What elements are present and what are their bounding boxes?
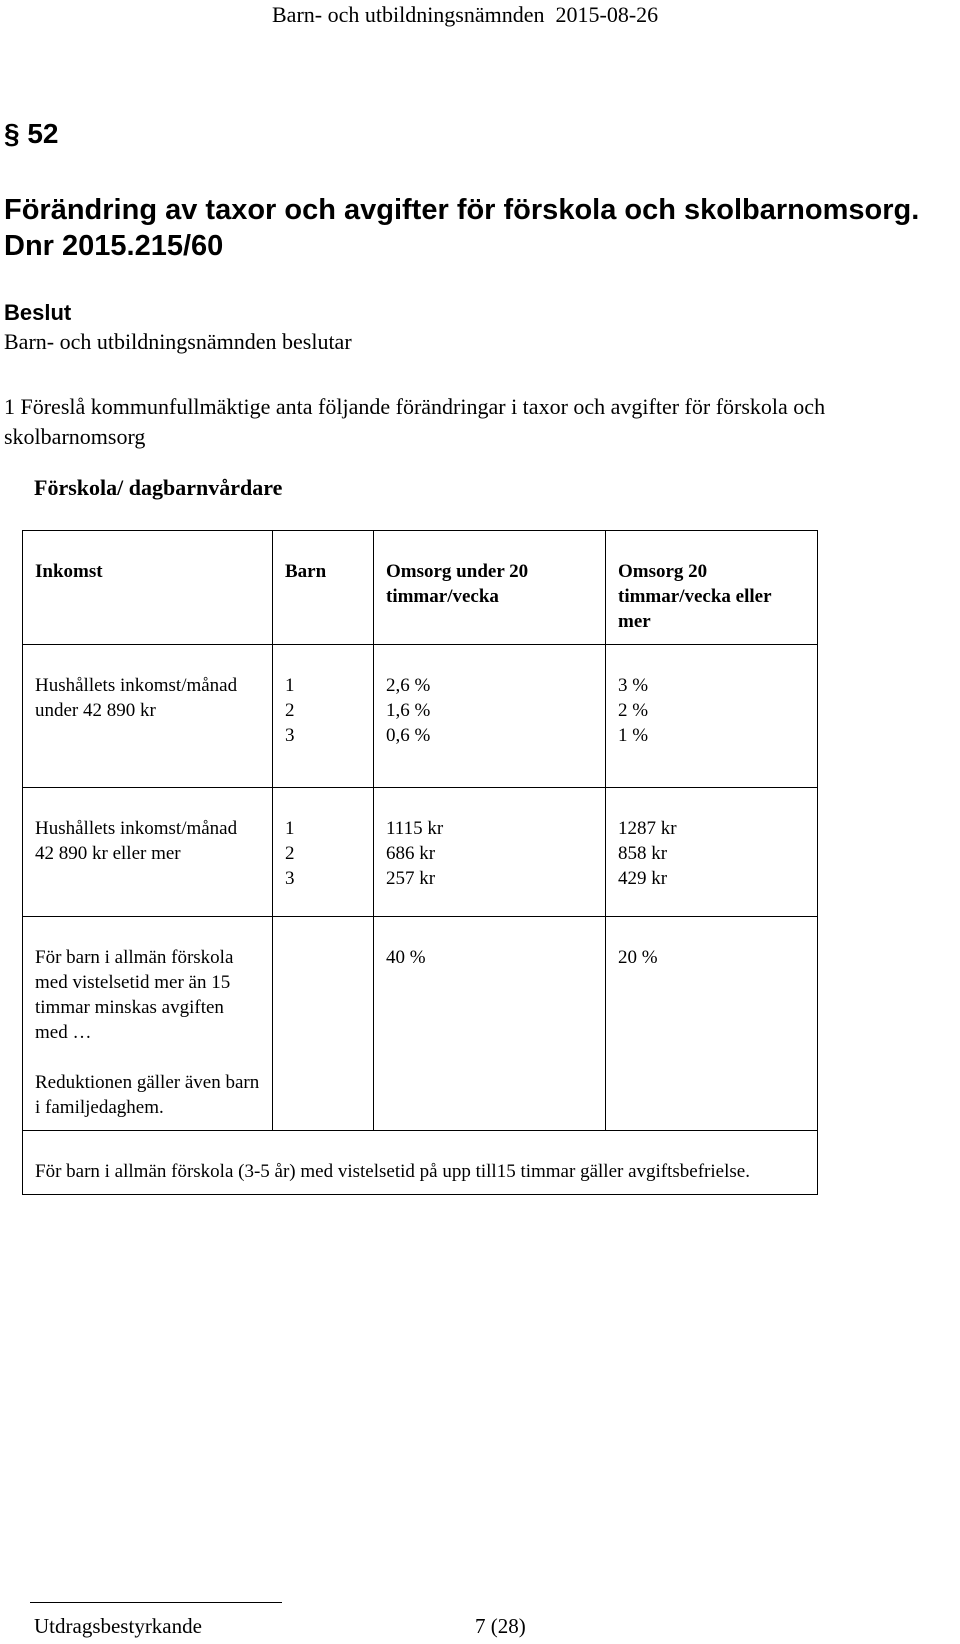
over20-cell <box>606 788 818 917</box>
table-row <box>23 645 818 788</box>
fee-value: 257 kr <box>386 868 436 889</box>
decision-intro: Barn- och utbildningsnämnden beslutar <box>4 329 352 354</box>
children-cell <box>273 788 374 917</box>
decision-heading: Beslut <box>4 300 72 325</box>
header-over20: Omsorg 20 timmar/vecka eller mer <box>606 531 818 645</box>
footnote-row <box>23 1131 818 1195</box>
child-count: 2 <box>285 700 295 721</box>
section-heading: Förskola/ dagbarnvårdare <box>34 475 283 500</box>
income-cell: Hushållets inkomst/månad under 42 890 kr <box>23 645 273 788</box>
fee-value: 1 % <box>618 725 649 746</box>
fee-value: 1287 kr <box>618 818 677 839</box>
child-count: 1 <box>285 818 295 839</box>
fee-value: 3 % <box>618 675 649 696</box>
reduction-text-cell <box>23 917 273 1131</box>
table-row <box>23 788 818 917</box>
table-header-row <box>23 531 818 645</box>
decision-item: 1 Föreslå kommunfullmäktige anta följande förändringar i taxor och avgifter för förskola och skolbarnomsorg <box>4 394 826 449</box>
child-count: 2 <box>285 843 295 864</box>
under20-cell <box>374 788 606 917</box>
header-date: 2015-08-26 <box>555 2 659 27</box>
reduction-text: För barn i allmän förskola med vistelsetid mer än 15 timmar minskas avgiften med … <box>35 947 234 1043</box>
children-cell-empty <box>273 917 374 1131</box>
page-number: 7 (28) <box>475 1614 526 1638</box>
fee-table <box>22 530 818 1195</box>
fee-value: 858 kr <box>618 843 668 864</box>
footnote-cell: För barn i allmän förskola (3-5 år) med vistelsetid på upp till15 timmar gäller avgiftsbefrielse. <box>23 1131 818 1195</box>
child-count: 3 <box>285 725 295 746</box>
document-title: Förändring av taxor och avgifter för förskola och skolbarnomsorg. Dnr 2015.215/60 <box>4 194 920 262</box>
reduction-over20: 20 % <box>606 917 818 1131</box>
footer-rule <box>30 1602 282 1603</box>
fee-value: 1115 kr <box>386 818 444 839</box>
reduction-under20: 40 % <box>374 917 606 1131</box>
header-children: Barn <box>273 531 374 645</box>
spacer <box>35 1045 260 1070</box>
header-under20: Omsorg under 20 timmar/vecka <box>374 531 606 645</box>
reduction-row <box>23 917 818 1131</box>
under20-cell <box>374 645 606 788</box>
header-committee: Barn- och utbildningsnämnden <box>272 2 545 27</box>
child-count: 3 <box>285 868 295 889</box>
fee-value: 686 kr <box>386 843 436 864</box>
fee-value: 2 % <box>618 700 649 721</box>
fee-value: 0,6 % <box>386 725 431 746</box>
child-count: 1 <box>285 675 295 696</box>
header-income: Inkomst <box>23 531 273 645</box>
income-cell: Hushållets inkomst/månad 42 890 kr eller mer <box>23 788 273 917</box>
fee-value: 2,6 % <box>386 675 431 696</box>
paragraph-number: § 52 <box>4 118 59 149</box>
reduction-note: Reduktionen gäller även barn i familjedaghem. <box>35 1072 260 1118</box>
fee-value: 1,6 % <box>386 700 431 721</box>
fee-value: 429 kr <box>618 868 668 889</box>
page-header <box>272 2 658 28</box>
children-cell <box>273 645 374 788</box>
over20-cell <box>606 645 818 788</box>
footer-label: Utdragsbestyrkande <box>34 1614 202 1638</box>
